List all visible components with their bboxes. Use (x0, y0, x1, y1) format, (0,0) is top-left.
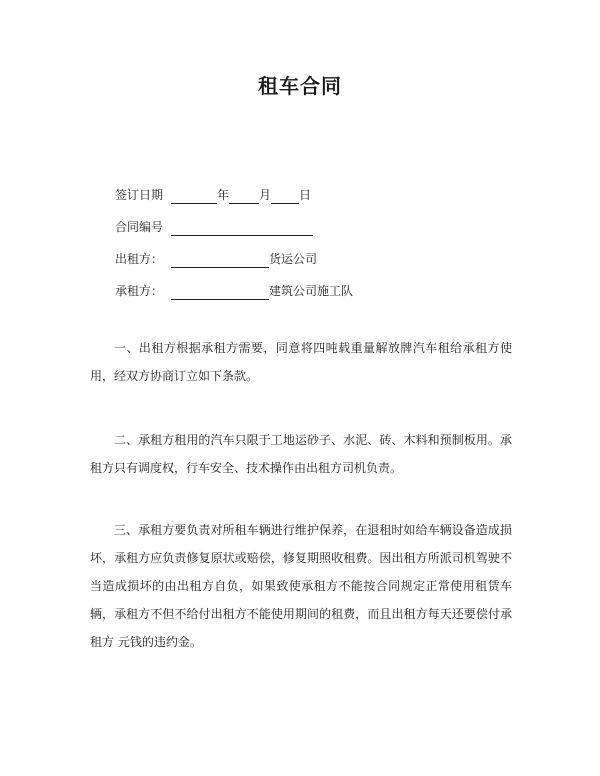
month-blank[interactable] (229, 189, 259, 204)
clause-2: 二、承租方租用的汽车只限于工地运砂子、水泥、砖、木料和预制板用。承租方只有调度权，行车安全、技术操作由出租方司机负责。 (90, 433, 512, 475)
document-title: 租车合同 (258, 74, 342, 98)
contract-number-label: 合同编号 (115, 220, 164, 234)
lessee-suffix: 建筑公司施工队 (269, 284, 354, 298)
lessee-name-blank[interactable] (171, 285, 269, 300)
lessor-suffix: 货运公司 (269, 252, 318, 266)
contract-number-row (115, 218, 313, 236)
lessor-name-blank[interactable] (171, 253, 269, 268)
lessee-row (115, 282, 353, 300)
day-blank[interactable] (271, 189, 299, 204)
clause-1: 一、出租方根据承租方需要，同意将四吨载重量解放牌汽车租给承租方使用，经双方协商订立如下条款。 (90, 341, 512, 383)
day-label: 日 (299, 188, 312, 202)
year-blank[interactable] (171, 189, 217, 204)
contract-number-blank[interactable] (171, 221, 313, 236)
lessor-row (115, 250, 317, 268)
clause-3: 三、承租方要负责对所租车辆进行维护保养，在退租时如给车辆设备造成损坏，承租方应负责修复原状或赔偿，修复期照收租费。因出租方所派司机驾驶不当造成损坏的由出租方自负，如果致使承租方不能按合同规定正常使用租赁车辆，承租方不但不给付出租方不能使用期间的租费，而且出租方每天还要偿付承租方 元钱的违约金。 (90, 523, 512, 649)
year-label: 年 (217, 188, 230, 202)
lessee-label: 承租方： (115, 284, 164, 298)
signing-date-label: 签订日期 (115, 188, 164, 202)
signing-date-row (115, 186, 311, 204)
month-label: 月 (259, 188, 272, 202)
lessor-label: 出租方： (115, 252, 164, 266)
